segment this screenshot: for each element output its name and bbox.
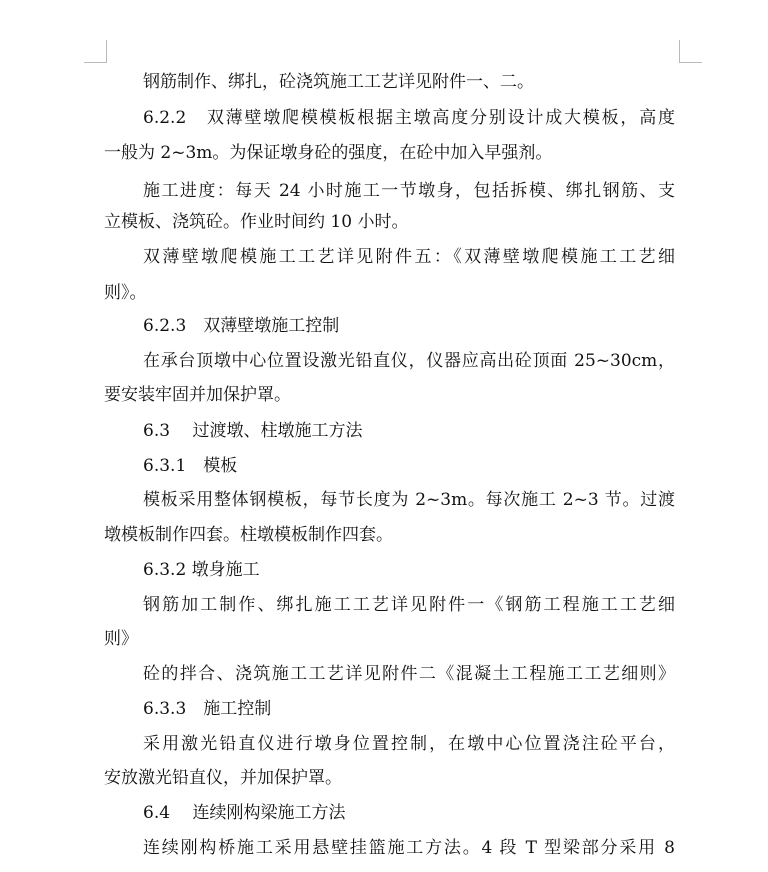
section-heading: 6.3 过渡墩、柱墩施工方法 xyxy=(143,421,363,441)
text-line: 砼的拌合、浇筑施工工艺详见附件二《混凝土工程施工工艺细则》 xyxy=(143,664,675,684)
text-line: 则》 xyxy=(104,629,138,649)
text-line: 钢筋加工制作、绑扎施工工艺详见附件一《钢筋工程施工工艺细 xyxy=(143,595,675,615)
text-line: 要安装牢固并加保护罩。 xyxy=(104,385,291,405)
text-line: 6.2.2 双薄壁墩爬模模板根据主墩高度分别设计成大模板，高度 xyxy=(143,108,675,128)
text-line: 模板采用整体钢模板，每节长度为 2~3m。每次施工 2~3 节。过渡 xyxy=(143,490,675,510)
text-line: 则》。 xyxy=(104,283,147,303)
section-heading: 6.4 连续刚构梁施工方法 xyxy=(143,803,346,823)
text-line: 一般为 2~3m。为保证墩身砼的强度，在砼中加入早强剂。 xyxy=(104,143,553,163)
section-heading: 6.3.2 墩身施工 xyxy=(143,560,260,580)
text-line: 钢筋制作、绑扎，砼浇筑施工工艺详见附件一、二。 xyxy=(143,72,534,92)
text-line: 采用激光铅直仪进行墩身位置控制，在墩中心位置浇注砼平台， xyxy=(143,734,675,754)
top-left-margin-mark xyxy=(84,40,107,63)
text-line: 双薄壁墩爬模施工工艺详见附件五：《双薄壁墩爬模施工工艺细 xyxy=(143,247,675,267)
text-line: 墩模板制作四套。柱墩模板制作四套。 xyxy=(104,525,393,545)
text-line: 安放激光铅直仪，并加保护罩。 xyxy=(104,768,342,788)
text-line: 立模板、浇筑砼。作业时间约 10 小时。 xyxy=(104,212,409,232)
text-line: 在承台顶墩中心位置设激光铅直仪，仪器应高出砼顶面 25~30cm， xyxy=(143,351,675,371)
text-line: 施工进度：每天 24 小时施工一节墩身，包括拆模、绑扎钢筋、支 xyxy=(143,181,675,201)
text-line: 连续刚构桥施工采用悬壁挂篮施工方法。4 段 T 型梁部分采用 8 xyxy=(143,838,675,858)
section-heading: 6.3.1 模板 xyxy=(143,456,238,476)
top-right-margin-mark xyxy=(679,40,702,63)
section-heading: 6.2.3 双薄壁墩施工控制 xyxy=(143,316,340,336)
section-heading: 6.3.3 施工控制 xyxy=(143,699,272,719)
